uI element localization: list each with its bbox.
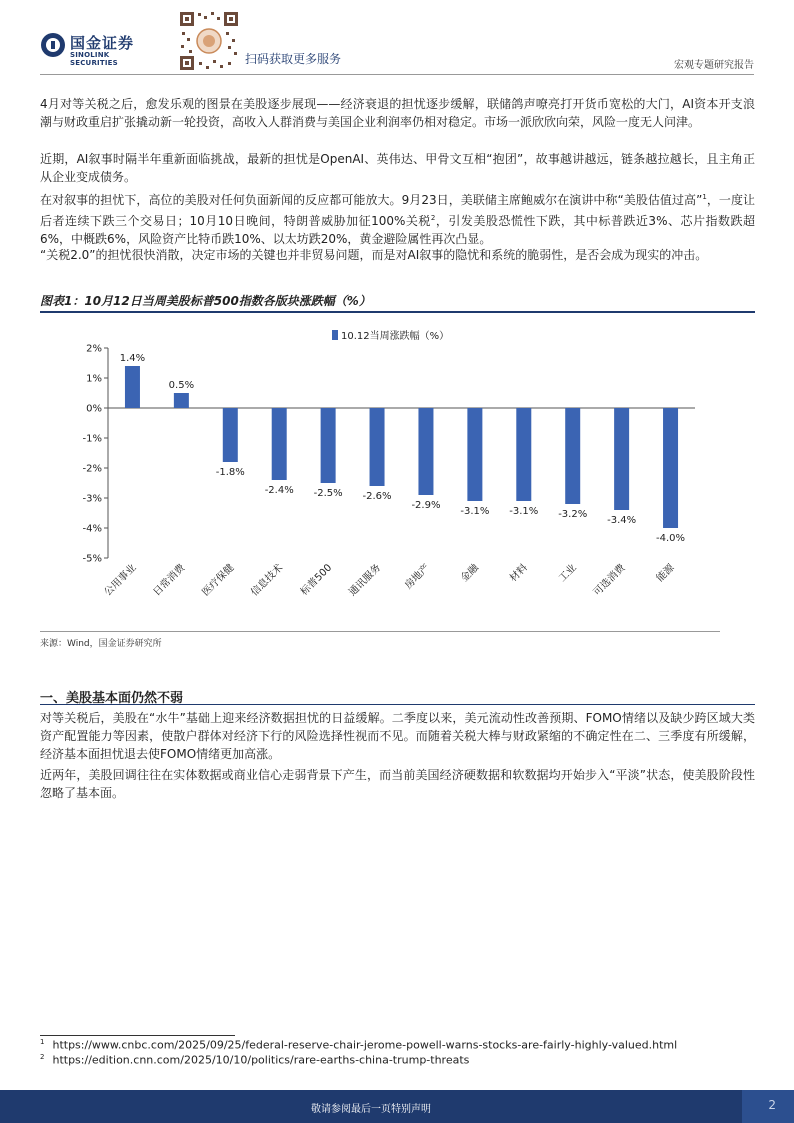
chart-bars <box>120 353 685 544</box>
intro-paragraph-3 <box>40 188 755 248</box>
legend-swatch <box>332 330 338 340</box>
bar-value-label: -3.1% <box>509 506 539 517</box>
x-category-label: 医疗保健 <box>200 562 237 599</box>
x-category-label: 标普500 <box>298 562 335 598</box>
page-number-box <box>742 1090 794 1123</box>
x-category-label: 房地产 <box>403 562 433 592</box>
bar <box>614 408 629 510</box>
y-tick-label: -5% <box>82 553 102 565</box>
y-axis <box>83 344 695 565</box>
bar <box>272 408 287 480</box>
x-category-label: 工业 <box>556 562 579 585</box>
x-category-label: 可选消费 <box>591 562 628 599</box>
bar <box>663 408 678 528</box>
footnote-1 <box>40 1038 677 1052</box>
legend-label: 10.12当周涨跌幅（%） <box>341 331 450 342</box>
paragraph-3-text-a: 在对叙事的担忧下，高位的美股对任何负面新闻的反应都可能放大。9月23日，美联储主席鲍威尔在演讲中称“美股估值过高” <box>40 193 703 207</box>
y-tick-label: -2% <box>82 463 102 475</box>
x-category-label: 金融 <box>459 562 481 585</box>
logo-chinese-text: 国金证券 <box>70 34 135 52</box>
bar <box>516 408 531 501</box>
report-type-label: 宏观专题研究报告 <box>674 60 754 71</box>
x-category-label: 公用事业 <box>102 562 139 599</box>
bar-value-label: -3.1% <box>460 506 490 517</box>
footnote-ref-1[interactable]: 1 <box>702 193 707 201</box>
bar-value-label: -2.6% <box>362 491 392 502</box>
chart-legend <box>332 329 449 342</box>
intro-paragraph-1: 4月对等关税之后，愈发乐观的图景在美股逐步展现——经济衰退的担忧逐步缓解，联储鸽声嘹亮打开货币宽松的大门，AI资本开支浪潮与财政重启扩张撬动新一轮投资，高收入人群消费与美国企业利润率仍相对稳定。市场一派欣欣向荣，风险一度无人问津。 <box>40 97 755 129</box>
bar <box>321 408 336 483</box>
qr-code-label: 扫码获取更多服务 <box>245 52 342 66</box>
intro-paragraph-2: 近期，AI叙事时隔半年重新面临挑战，最新的担忧是OpenAI、英伟达、甲骨文互相“抱团”，故事越讲越远，链条越拉越长，且主角正从企业变成债务。 <box>40 152 755 184</box>
footnote-1-number: 1 <box>40 1038 45 1046</box>
footnote-2 <box>40 1053 469 1067</box>
intro-paragraph-4: “关税2.0”的担忧很快消散，决定市场的关键也并非贸易问题，而是对AI叙事的隐忧和系统的脆弱性，是否会成为现实的冲击。 <box>40 248 708 262</box>
header-divider <box>40 74 754 75</box>
section-1-divider <box>40 704 755 705</box>
bar-value-label: -1.8% <box>215 467 245 478</box>
sinolink-logo-icon <box>40 32 66 58</box>
footnote-1-link[interactable]: https://www.cnbc.com/2025/09/25/federal-reserve-chair-jerome-powell-warns-stocks-are-fairly-highly-valued.html <box>52 1038 678 1052</box>
bar <box>467 408 482 501</box>
qr-code-icon[interactable] <box>178 10 240 72</box>
x-category-label: 材料 <box>507 562 530 585</box>
bar-value-label: -2.5% <box>313 488 343 499</box>
x-category-label: 信息技术 <box>249 562 286 599</box>
figure-top-rule <box>40 311 755 313</box>
bar-value-label: -3.4% <box>607 515 637 526</box>
bar <box>418 408 433 495</box>
section-1-title: 一、美股基本面仍然不弱 <box>40 691 184 706</box>
page-footer <box>0 1090 794 1123</box>
y-tick-label: 2% <box>86 343 102 355</box>
figure-source: 来源：Wind，国金证券研究所 <box>40 639 162 649</box>
sector-bar-chart <box>40 316 755 628</box>
y-tick-label: 0% <box>86 403 102 415</box>
bar-value-label: 0.5% <box>168 380 195 391</box>
footnote-ref-2[interactable]: 2 <box>430 214 436 222</box>
bar <box>174 393 189 408</box>
x-category-label: 通讯服务 <box>347 562 384 599</box>
x-category-label: 能源 <box>654 562 677 585</box>
x-axis-labels <box>101 560 677 598</box>
y-tick-label: -3% <box>82 493 102 505</box>
page-header <box>0 0 794 78</box>
bar <box>565 408 580 504</box>
bar <box>370 408 385 486</box>
footnote-2-number: 2 <box>40 1053 45 1061</box>
y-tick-label: -4% <box>82 523 102 535</box>
figure-bottom-rule <box>40 631 720 632</box>
logo-english-text: SINOLINK SECURITIES <box>70 51 118 67</box>
bar-value-label: -2.9% <box>411 500 441 511</box>
paragraph-3-text-b: ，一度让后者连续下跌三个交易日；10月10日晚间，特朗普威胁加征100%关税 <box>40 193 755 228</box>
y-tick-label: 1% <box>86 373 102 385</box>
page-number: 2 <box>768 1098 776 1112</box>
section-1-paragraph-2: 近两年，美股回调往往在实体数据或商业信心走弱背景下产生，而当前美国经济硬数据和软数据均开始步入“平淡”状态，使美股阶段性忽略了基本面。 <box>40 768 755 800</box>
bar-value-label: 1.4% <box>119 353 146 364</box>
footnote-divider <box>40 1035 235 1036</box>
bar <box>125 366 140 408</box>
bar-value-label: -3.2% <box>558 509 588 520</box>
bar-value-label: -4.0% <box>656 533 686 544</box>
x-category-label: 日常消费 <box>151 562 188 599</box>
figure-title: 图表1：10月12日当周美股标普500指数各版块涨跌幅（%） <box>40 294 371 308</box>
bar <box>223 408 238 462</box>
footnote-2-link[interactable]: https://edition.cnn.com/2025/10/10/politics/rare-earths-china-trump-threats <box>52 1053 470 1067</box>
section-1-paragraph-1: 对等关税后，美股在“水牛”基础上迎来经济数据担忧的日益缓解。二季度以来，美元流动性改善预期、FOMO情绪以及缺少跨区域大类资产配置能力等因素，使散户群体对经济下行的风险选择性视而不见。而随着关税大棒与财政紧缩的不确定性在二、三季度有所缓解，经济基本面担忧退去使FOMO情绪更加高涨。 <box>40 711 755 761</box>
bar-value-label: -2.4% <box>264 485 294 496</box>
y-tick-label: -1% <box>82 433 102 445</box>
footer-disclaimer-notice: 敬请参阅最后一页特别声明 <box>311 1104 431 1115</box>
company-logo <box>40 30 155 67</box>
paragraph-3-text-c: ，引发美股恐慌性下跌，其中标普跌近3%、芯片指数跌超6%，中概跌6%，风险资产比特币跌10%、以太坊跌20%，黄金避险属性再次凸显。 <box>40 214 755 246</box>
